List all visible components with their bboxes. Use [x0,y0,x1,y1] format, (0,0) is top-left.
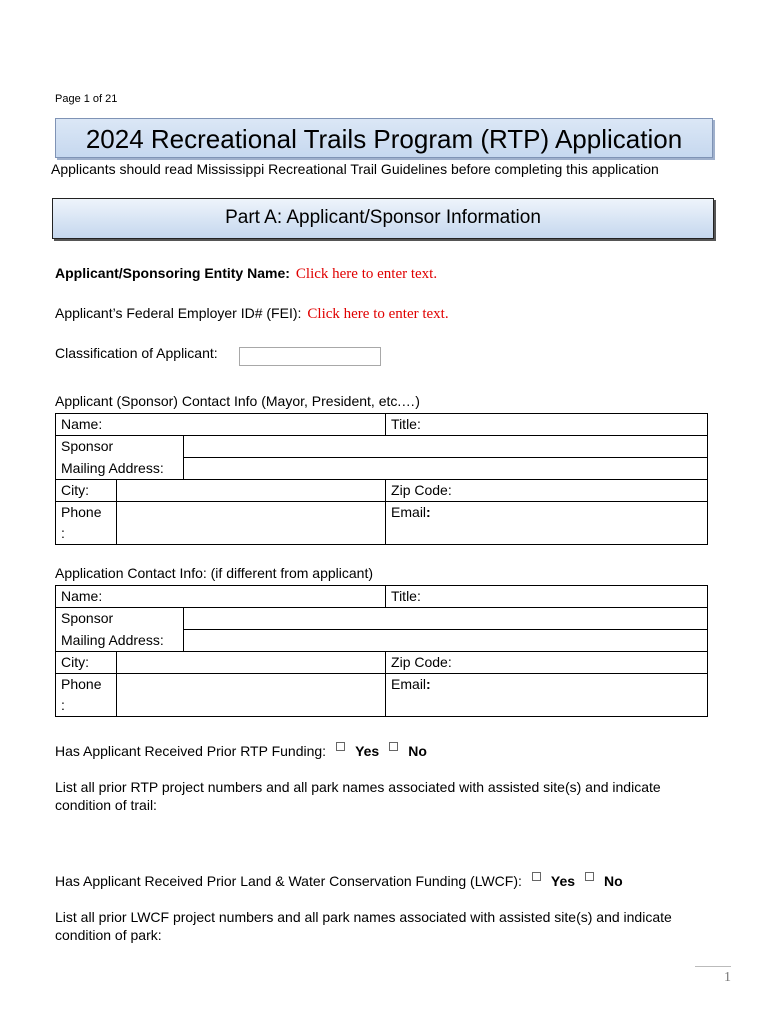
sponsor-title-label: Title: [391,416,421,432]
application-contact-table [55,585,708,717]
email-label-colon: : [426,504,431,520]
app-email-cell[interactable] [386,674,708,717]
sponsor-label-cell [56,436,184,458]
lwcf-no-checkbox[interactable] [585,872,594,881]
page-indicator: Page 1 of 21 [55,93,118,105]
app-zip-label: Zip Code: [391,654,452,670]
app-title-cell[interactable] [386,586,708,608]
sponsor-name-cell[interactable] [56,414,386,436]
phone-label: Phone [61,504,102,520]
rtp-funding-row [55,742,427,759]
city-label-cell [56,480,117,502]
lwcf-no-label: No [604,873,623,889]
fei-row [55,305,449,323]
app-sponsor-label: Sponsor [61,610,114,626]
sponsor-title-cell[interactable] [386,414,708,436]
mailing-label-cell [56,458,184,480]
app-phone-label-colon: : [61,697,65,713]
page-title: 2024 Recreational Trails Program (RTP) Application [55,118,713,158]
phone-label-colon: : [61,525,65,541]
subtitle: Applicants should read Mississippi Recreational Trail Guidelines before completing this application [51,161,659,177]
lwcf-yes-checkbox[interactable] [532,872,541,881]
application-contact-heading: Application Contact Info: (if different from applicant) [55,565,374,581]
part-a-header: Part A: Applicant/Sponsor Information [52,198,714,239]
sponsor-value-cell[interactable] [184,436,708,458]
sponsor-label: Sponsor [61,438,114,454]
app-sponsor-value-cell[interactable] [184,608,708,630]
app-phone-label-cell [56,674,117,717]
app-name-label: Name: [61,588,103,604]
mailing-address-cell[interactable] [184,458,708,480]
city-label: City: [61,482,89,498]
app-mailing-label-cell [56,630,184,652]
app-zip-cell[interactable] [386,652,708,674]
sponsoring-entity-row [55,265,437,283]
app-name-cell[interactable] [56,586,386,608]
app-email-label: Email [391,676,427,692]
app-city-value-cell[interactable] [117,652,386,674]
zip-label: Zip Code: [391,482,452,498]
phone-label-cell [56,502,117,545]
rtp-list-instructions: List all prior RTP project numbers and all park names associated with assisted site(s) and indicate condition of trail: [55,779,661,813]
sponsor-contact-heading: Applicant (Sponsor) Contact Info (Mayor, President, etc.…) [55,393,420,409]
rtp-no-label: No [408,743,427,759]
fei-label: Applicant’s Federal Employer ID# (FEI): [55,305,302,321]
lwcf-funding-row [55,872,623,889]
app-title-label: Title: [391,588,421,604]
rtp-yes-label: Yes [355,743,380,759]
phone-value-cell[interactable] [117,502,386,545]
app-phone-label: Phone [61,676,102,692]
app-phone-value-cell[interactable] [117,674,386,717]
mailing-address-label: Mailing Address: [61,459,164,476]
lwcf-list-instructions: List all prior LWCF project numbers and all park names associated with assisted site(s) and indicate condition of park: [55,909,672,943]
app-city-label: City: [61,654,89,670]
zip-cell[interactable] [386,480,708,502]
rtp-no-checkbox[interactable] [389,742,398,751]
lwcf-funding-question: Has Applicant Received Prior Land & Water Conservation Funding (LWCF): [55,873,522,889]
app-email-label-colon: : [426,676,431,692]
sponsor-contact-table [55,413,708,545]
classification-input[interactable] [239,347,381,366]
page-number: 1 [695,966,731,986]
city-value-cell[interactable] [117,480,386,502]
classification-label: Classification of Applicant: [55,345,218,361]
email-label: Email [391,504,427,520]
email-cell[interactable] [386,502,708,545]
app-mailing-address-cell[interactable] [184,630,708,652]
rtp-funding-question: Has Applicant Received Prior RTP Funding: [55,743,327,759]
sponsor-name-label: Name: [61,416,103,432]
app-mailing-address-label: Mailing Address: [61,631,164,648]
sponsoring-entity-input[interactable]: Click here to enter text. [295,266,438,282]
app-sponsor-label-cell [56,608,184,630]
lwcf-yes-label: Yes [550,873,576,889]
sponsoring-entity-label: Applicant/Sponsoring Entity Name: [55,265,290,281]
fei-input[interactable]: Click here to enter text. [307,306,449,322]
rtp-yes-checkbox[interactable] [336,742,345,751]
app-city-label-cell [56,652,117,674]
